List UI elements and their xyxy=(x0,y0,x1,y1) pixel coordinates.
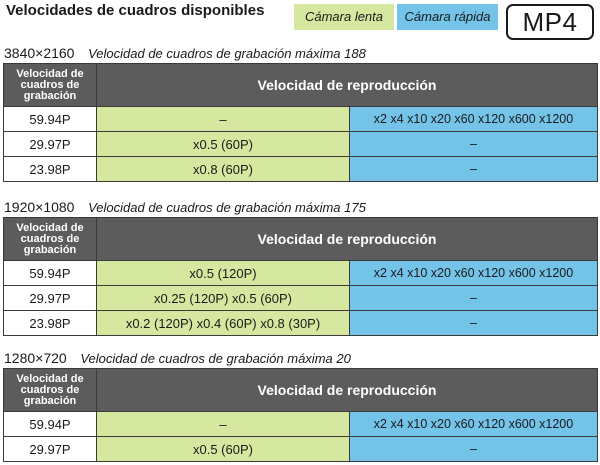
table-row xyxy=(4,157,598,182)
cell-slow: x0.8 (60P) xyxy=(97,157,350,182)
cell-fast: – xyxy=(350,132,598,157)
cell-fast: – xyxy=(350,157,598,182)
section-max-fps: Velocidad de cuadros de grabación máxima 188 xyxy=(88,46,366,61)
cell-slow: x0.25 (120P) x0.5 (60P) xyxy=(97,286,350,311)
table-row xyxy=(4,412,598,437)
cell-fps: 23.98P xyxy=(4,157,97,182)
table-row xyxy=(4,437,598,462)
frame-rate-table xyxy=(3,217,598,336)
section-3840x2160 xyxy=(0,43,600,182)
mp4-format-badge: MP4 xyxy=(506,4,594,40)
cell-fps: 59.94P xyxy=(4,412,97,437)
table-row xyxy=(4,311,598,336)
cell-fast: x2 x4 x10 x20 x60 x120 x600 x1200 xyxy=(350,261,598,286)
col-header-playback-speed: Velocidad de reproducción xyxy=(97,369,598,412)
col-header-recording-fps: Velocidad de cuadros de grabación xyxy=(4,64,97,107)
cell-fast: – xyxy=(350,311,598,336)
table-row xyxy=(4,261,598,286)
section-resolution: 1280×720 xyxy=(4,350,67,366)
section-resolution: 1920×1080 xyxy=(4,199,75,215)
cell-slow: – xyxy=(97,107,350,132)
page-title: Velocidades de cuadros disponibles xyxy=(6,2,265,19)
section-title xyxy=(0,43,600,63)
cell-slow: x0.5 (60P) xyxy=(97,132,350,157)
table-row xyxy=(4,132,598,157)
section-title xyxy=(0,197,600,217)
cell-slow: x0.5 (120P) xyxy=(97,261,350,286)
col-header-recording-fps: Velocidad de cuadros de grabación xyxy=(4,369,97,412)
section-resolution: 3840×2160 xyxy=(4,45,75,61)
col-header-playback-speed: Velocidad de reproducción xyxy=(97,64,598,107)
cell-fps: 29.97P xyxy=(4,132,97,157)
cell-slow: x0.5 (60P) xyxy=(97,437,350,462)
table-row xyxy=(4,286,598,311)
cell-fps: 59.94P xyxy=(4,261,97,286)
table-header-row xyxy=(4,64,598,107)
cell-fast: x2 x4 x10 x20 x60 x120 x600 x1200 xyxy=(350,412,598,437)
cell-fps: 23.98P xyxy=(4,311,97,336)
cell-fps: 29.97P xyxy=(4,286,97,311)
legend-slow-motion: Cámara lenta xyxy=(294,4,394,30)
section-title xyxy=(0,348,600,368)
section-max-fps: Velocidad de cuadros de grabación máxima 175 xyxy=(88,200,366,215)
cell-slow: – xyxy=(97,412,350,437)
table-row xyxy=(4,107,598,132)
table-header-row xyxy=(4,369,598,412)
section-1280x720 xyxy=(0,348,600,462)
cell-fast: x2 x4 x10 x20 x60 x120 x600 x1200 xyxy=(350,107,598,132)
cell-fast: – xyxy=(350,286,598,311)
page-header xyxy=(0,0,600,45)
cell-fast: – xyxy=(350,437,598,462)
col-header-playback-speed: Velocidad de reproducción xyxy=(97,218,598,261)
section-max-fps: Velocidad de cuadros de grabación máxima 20 xyxy=(80,351,351,366)
frame-rate-table xyxy=(3,368,598,462)
table-header-row xyxy=(4,218,598,261)
section-1920x1080 xyxy=(0,197,600,336)
cell-fps: 29.97P xyxy=(4,437,97,462)
legend-fast-motion: Cámara rápida xyxy=(397,4,498,30)
frame-rate-table xyxy=(3,63,598,182)
cell-fps: 59.94P xyxy=(4,107,97,132)
cell-slow: x0.2 (120P) x0.4 (60P) x0.8 (30P) xyxy=(97,311,350,336)
col-header-recording-fps: Velocidad de cuadros de grabación xyxy=(4,218,97,261)
